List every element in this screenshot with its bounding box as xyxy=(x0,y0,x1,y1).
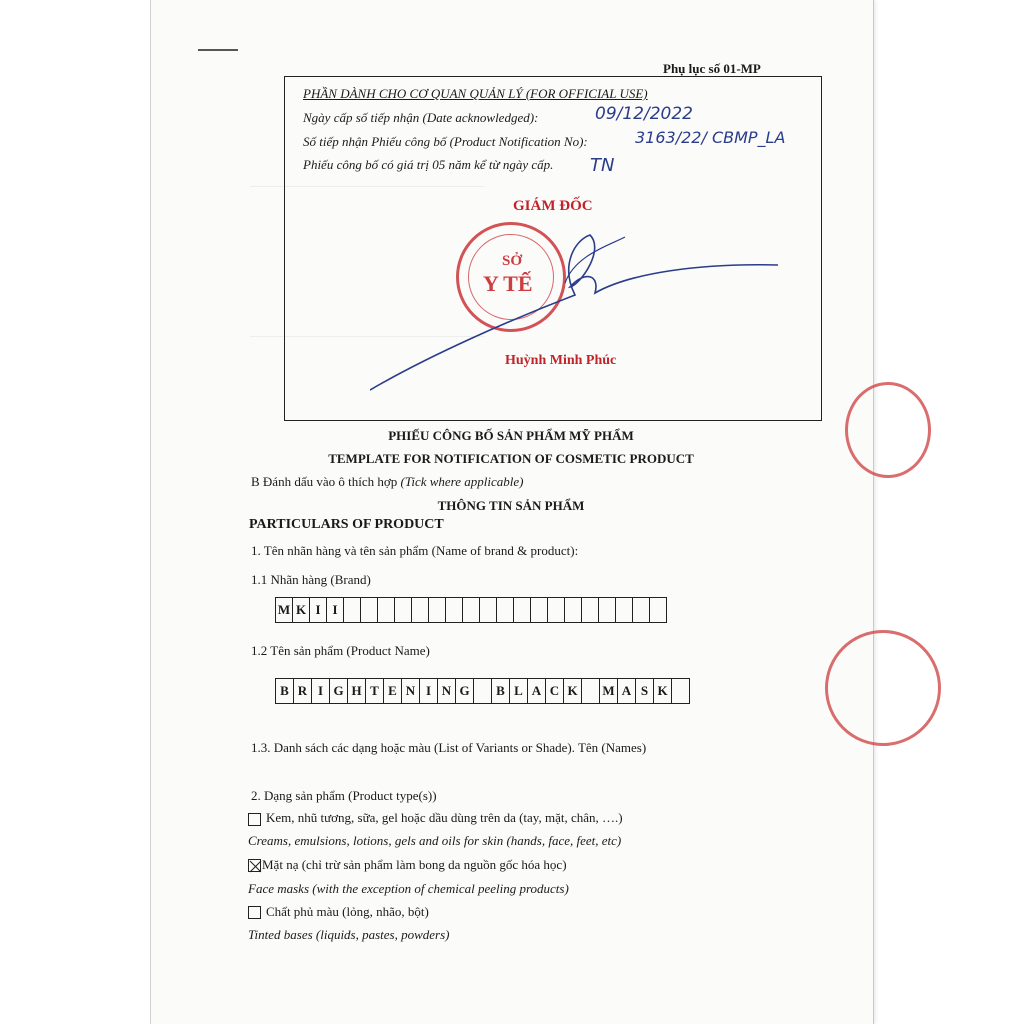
letter-cell xyxy=(361,597,378,623)
product-type-heading: 2. Dạng sản phẩm (Product type(s)) xyxy=(251,788,437,803)
letter-cell xyxy=(599,597,616,623)
letter-cell: B xyxy=(492,678,510,704)
letter-cell xyxy=(497,597,514,623)
brand-label: 1.1 Nhãn hàng (Brand) xyxy=(251,572,371,587)
notification-number-value: 3163/22/ CBMP_LA xyxy=(635,128,786,147)
question-brand-and-product: 1. Tên nhãn hàng và tên sản phẩm (Name of brand & product): xyxy=(251,543,579,558)
letter-cell: H xyxy=(348,678,366,704)
checkbox-creams[interactable] xyxy=(248,813,261,826)
letter-cell xyxy=(650,597,667,623)
date-acknowledged-value: 09/12/2022 xyxy=(595,104,693,124)
letter-cell: K xyxy=(654,678,672,704)
option-creams-vi: Kem, nhũ tương, sữa, gel hoặc dầu dùng trên da (tay, mặt, chân, ….) xyxy=(266,810,623,825)
letter-cell: A xyxy=(618,678,636,704)
letter-cell: L xyxy=(510,678,528,704)
letter-cell: R xyxy=(294,678,312,704)
director-signature xyxy=(370,225,790,395)
letter-cell xyxy=(616,597,633,623)
form-title-en: TEMPLATE FOR NOTIFICATION OF COSMETIC PRODUCT xyxy=(328,451,694,466)
letter-cell: B xyxy=(276,678,294,704)
handwritten-initials: TN xyxy=(590,155,615,176)
notification-number-label: Số tiếp nhận Phiếu công bố (Product Notification No): xyxy=(303,134,588,149)
letter-cell: G xyxy=(456,678,474,704)
letter-cell xyxy=(412,597,429,623)
validity-note: Phiếu công bố có giá trị 05 năm kể từ ngày cấp. xyxy=(303,157,554,172)
letter-cell xyxy=(582,597,599,623)
letter-cell xyxy=(565,597,582,623)
letter-cell xyxy=(344,597,361,623)
option-tinted-bases-vi: Chất phủ màu (lỏng, nhão, bột) xyxy=(266,904,429,919)
checkbox-face-masks[interactable] xyxy=(248,859,261,872)
bleed-through-line: ———————————————————————— xyxy=(250,180,485,192)
letter-cell: T xyxy=(366,678,384,704)
variants-label: 1.3. Danh sách các dạng hoặc màu (List of Variants or Shade). Tên (Names) xyxy=(251,740,647,755)
bleed-through-line: ———————————————————————— xyxy=(250,330,485,342)
letter-cell: I xyxy=(420,678,438,704)
letter-cell xyxy=(480,597,497,623)
letter-cell xyxy=(514,597,531,623)
letter-cell xyxy=(531,597,548,623)
letter-cell: N xyxy=(402,678,420,704)
letter-cell xyxy=(582,678,600,704)
form-title-vi: PHIẾU CÔNG BỐ SẢN PHẨM MỸ PHẨM xyxy=(388,428,634,443)
official-use-heading: PHẦN DÀNH CHO CƠ QUAN QUẢN LÝ (FOR OFFICIAL USE) xyxy=(303,86,648,101)
stamp-text-so: SỞ xyxy=(502,253,523,269)
letter-cell: K xyxy=(293,597,310,623)
particulars-heading-vi: THÔNG TIN SẢN PHẨM xyxy=(437,498,585,513)
tick-instruction-en: (Tick where applicable) xyxy=(400,474,524,489)
letter-cell: N xyxy=(438,678,456,704)
option-tinted-bases-en: Tinted bases (liquids, pastes, powders) xyxy=(248,927,450,942)
appendix-number: Phụ lục số 01-MP xyxy=(663,61,761,76)
letter-cell: I xyxy=(327,597,344,623)
tick-instruction-vi: B Đánh dấu vào ô thích hợp xyxy=(251,474,398,489)
letter-cell: I xyxy=(312,678,330,704)
option-face-masks-en: Face masks (with the exception of chemical peeling products) xyxy=(248,881,569,896)
letter-cell: M xyxy=(600,678,618,704)
director-title: GIÁM ĐỐC xyxy=(513,198,593,214)
stamp-text-yte: Y TẾ xyxy=(483,271,533,296)
letter-cell xyxy=(378,597,395,623)
option-creams-en: Creams, emulsions, lotions, gels and oils for skin (hands, face, feet, etc) xyxy=(248,833,622,848)
checkbox-cross-icon xyxy=(249,860,262,873)
particulars-heading-en: PARTICULARS OF PRODUCT xyxy=(249,517,444,532)
checkbox-tinted-bases[interactable] xyxy=(248,906,261,919)
page-edge-mark xyxy=(198,49,238,51)
option-face-masks-vi: Mặt nạ (chỉ trừ sản phẩm làm bong da nguồn gốc hóa học) xyxy=(262,857,567,872)
adjacent-stamp-bottom xyxy=(825,630,941,746)
letter-cell xyxy=(672,678,690,704)
letter-cell xyxy=(446,597,463,623)
letter-cell xyxy=(633,597,650,623)
letter-cell: E xyxy=(384,678,402,704)
letter-cell xyxy=(463,597,480,623)
brand-letter-grid xyxy=(275,597,667,623)
letter-cell xyxy=(395,597,412,623)
letter-cell xyxy=(548,597,565,623)
tick-instruction xyxy=(251,474,524,490)
letter-cell: S xyxy=(636,678,654,704)
letter-cell: C xyxy=(546,678,564,704)
letter-cell xyxy=(474,678,492,704)
director-name: Huỳnh Minh Phúc xyxy=(505,353,617,368)
product-name-label: 1.2 Tên sản phẩm (Product Name) xyxy=(251,643,430,658)
letter-cell: A xyxy=(528,678,546,704)
letter-cell: G xyxy=(330,678,348,704)
letter-cell: M xyxy=(276,597,293,623)
letter-cell: I xyxy=(310,597,327,623)
letter-cell xyxy=(429,597,446,623)
letter-cell: K xyxy=(564,678,582,704)
product-name-letter-grid xyxy=(275,678,690,704)
date-acknowledged-label: Ngày cấp số tiếp nhận (Date acknowledged): xyxy=(303,110,539,125)
